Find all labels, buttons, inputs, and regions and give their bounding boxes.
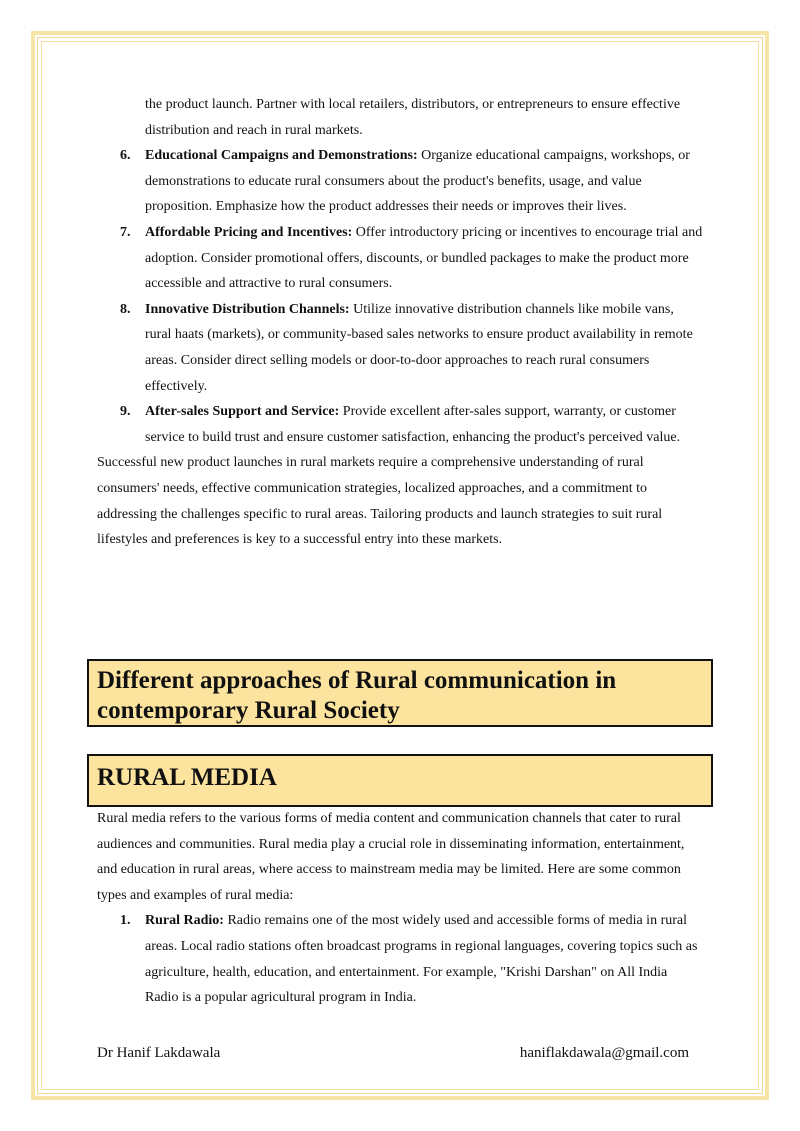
footer-email: haniflakdawala@gmail.com <box>519 1045 689 1061</box>
list-item <box>97 143 703 220</box>
section-heading-rural-media: RURAL MEDIA <box>87 754 713 807</box>
list-item-lead: Educational Campaigns and Demonstrations: <box>145 148 418 164</box>
list-item-lead: After-sales Support and Service: <box>145 404 340 420</box>
main-content <box>97 92 703 553</box>
strategy-list <box>97 143 703 450</box>
list-number: 7. <box>120 224 131 240</box>
continued-paragraph: the product launch. Partner with local retailers, distributors, or entrepreneurs to ensure effective distribution and reach in rural markets. <box>145 97 681 138</box>
list-item <box>97 908 703 1010</box>
list-number: 6. <box>120 148 131 164</box>
list-item <box>97 399 703 450</box>
summary-paragraph: Successful new product launches in rural markets require a comprehensive understanding of rural consumers' needs, effective communication strategies, localized approaches, and a commitment to addressing the challenges specific to rural areas. Tailoring products and launch strategies to suit rural lifestyles and preferences is key to a successful entry into these markets. <box>97 455 663 548</box>
list-number: 9. <box>120 404 131 420</box>
list-item-text: Organize educational campaigns, workshops, or demonstrations to educate rural consumers about the product's benefits, usage, and value proposition. Emphasize how the product addresses their needs or improves their lives. <box>145 148 690 215</box>
list-item-text: Provide excellent after-sales support, warranty, or customer service to build trust and ensure customer satisfaction, enhancing the product's perceived value. <box>145 404 681 445</box>
list-item-text: Offer introductory pricing or incentives to encourage trial and adoption. Consider promotional offers, discounts, or bundled packages to make the product more accessible and attractive to rural consumers. <box>145 224 703 292</box>
list-item-text: Radio remains one of the most widely used and accessible forms of media in rural areas. Local radio stations often broadcast programs in regional languages, covering topics such as agriculture, health, education, and entertainment. For example, "Krishi Darshan" on All India Radio is a popular agricultural program in India. <box>145 913 698 1006</box>
footer-author: Dr Hanif Lakdawala <box>97 1045 221 1061</box>
list-item <box>97 220 703 297</box>
list-item-lead: Innovative Distribution Channels: <box>145 301 350 317</box>
list-item-lead: Rural Radio: <box>145 913 224 929</box>
list-item-text: Utilize innovative distribution channels like mobile vans, rural haats (markets), or community-based sales networks to ensure product availability in remote areas. Consider direct selling models or door-to-door approaches to reach rural consumers effectively. <box>145 301 693 394</box>
list-number: 1. <box>120 913 131 929</box>
rural-media-content <box>97 806 703 1011</box>
list-item <box>97 297 703 399</box>
rural-media-intro: Rural media refers to the various forms of media content and communication channels that cater to rural audiences and communities. Rural media play a crucial role in disseminating information, entertainment, and education in rural areas, where access to mainstream media may be limited. Here are some common types and examples of rural media: <box>97 811 685 903</box>
rural-media-list <box>97 908 703 1010</box>
section-heading-rural-communication: Different approaches of Rural communication in contemporary Rural Society <box>87 659 713 727</box>
page-footer <box>97 1045 689 1062</box>
list-item-lead: Affordable Pricing and Incentives: <box>145 224 353 240</box>
list-number: 8. <box>120 301 131 317</box>
